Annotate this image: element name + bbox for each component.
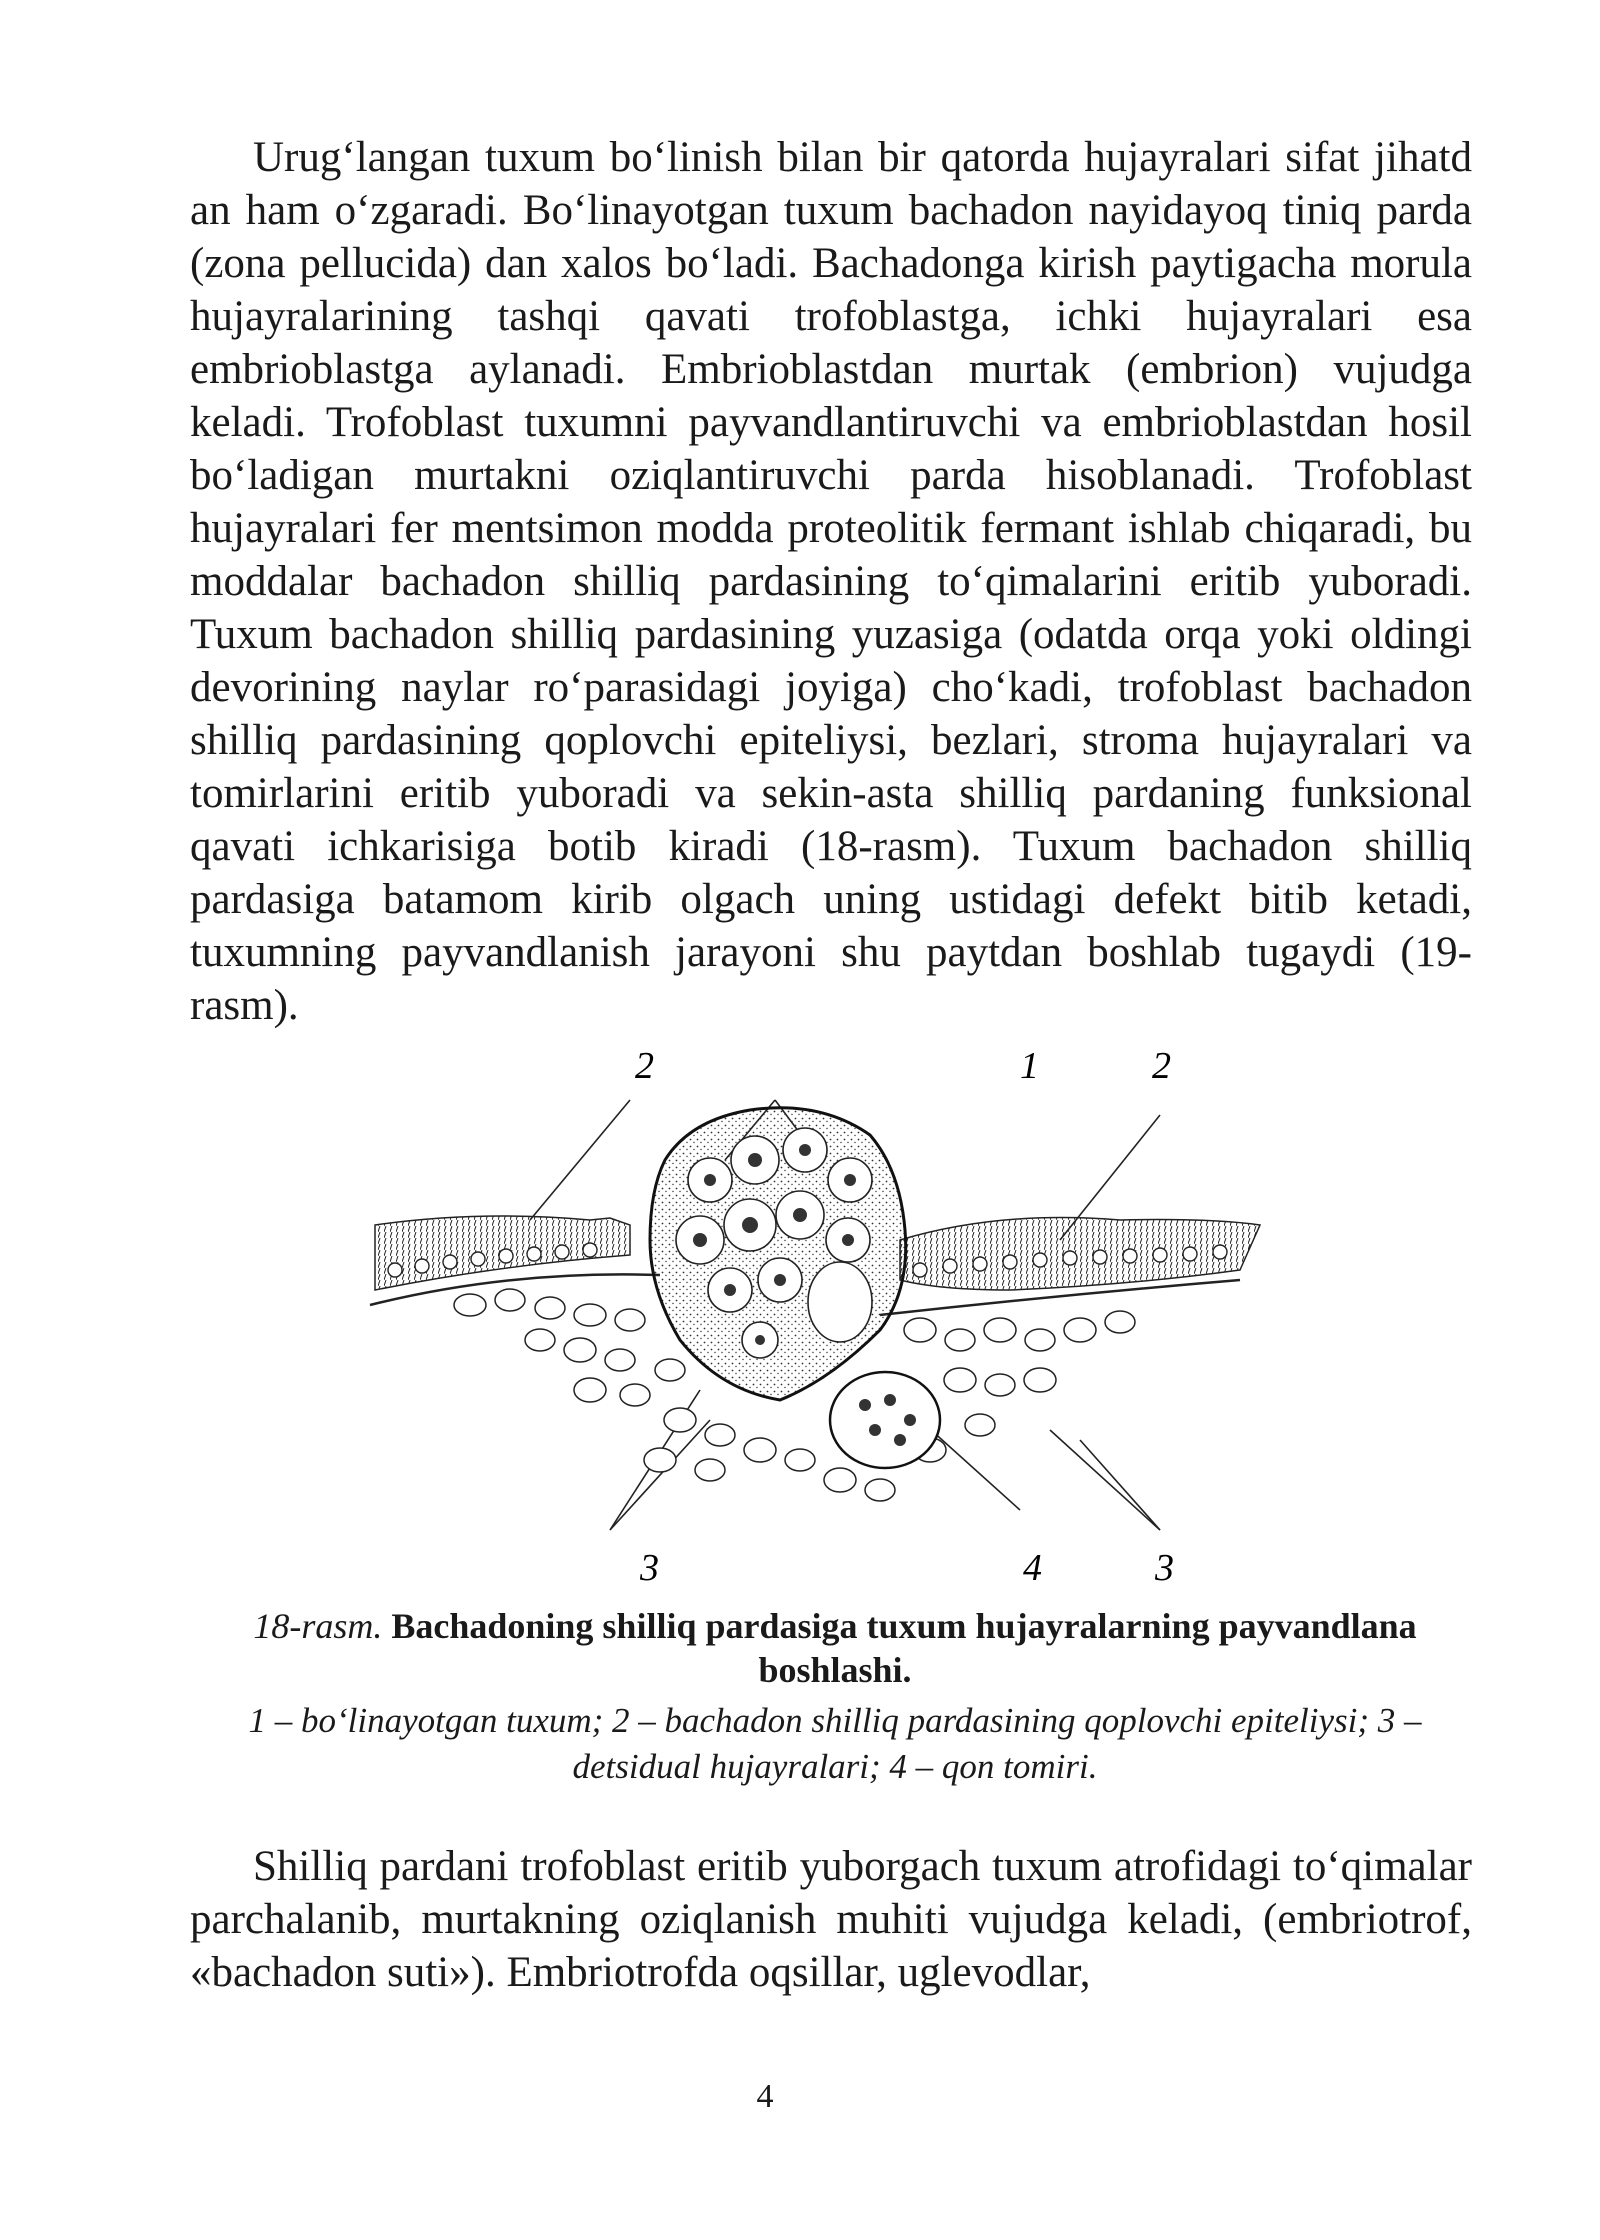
figure-legend: 1 – bo‘linayotgan tuxum; 2 – bachadon shilliq pardasining qoplovchi epiteliysi; 3 – detsidual hujayralari; 4 – qon tomiri.: [248, 1701, 1422, 1786]
figure-label-2-right: 2: [1152, 1045, 1171, 1087]
caption-heading: [200, 1604, 1470, 1692]
figure-number: 18-rasm.: [253, 1606, 383, 1646]
figure-label-1: 1: [1020, 1045, 1039, 1087]
page-number: 4: [756, 2078, 774, 2115]
body-text-bottom: [190, 1840, 1472, 1999]
figure-label-3-right: 3: [1155, 1547, 1174, 1589]
embryo-implantation-illustration: [360, 1040, 1280, 1600]
body-text-top: [190, 131, 1472, 1032]
blood-vessel: [830, 1372, 940, 1468]
paragraph: Shilliq pardani trofoblast eritib yuborgach tuxum atrofidagi to‘qimalar parchalanib, murtakning oziqlanish muhiti vujudga keladi, (embriotrof, «bachadon suti»). Embriotrofda oqsillar, uglevodlar,: [190, 1843, 1472, 1996]
paragraph: Urug‘langan tuxum bo‘linish bilan bir qatorda hujayralari sifat jihatd an ham o‘zgaradi. Bo‘linayotgan tuxum bachadon nayidayoq tiniq parda (zona pellucida) dan xalos bo‘ladi. Bachadonga kirish paytigacha morula hujayralarining tashqi qavati trofoblastga, ichki hujayralari esa embrioblastga aylanadi. Embrioblastdan murtak (embrion) vujudga keladi. Trofoblast tuxumni payvandlantiruvchi va embrioblastdan hosil bo‘ladigan murtakni oziqlantiruvchi parda hisoblanadi. Trofoblast hujayralari fer mentsimon modda proteolitik fermant ishlab chiqaradi, bu moddalar bachadon shilliq pardasining to‘qimalarini eritib yuboradi. Tuxum bachadon shilliq pardasining yuzasiga (odatda orqa yoki oldingi devorining naylar ro‘parasidagi joyiga) cho‘kadi, trofoblast bachadon shilliq pardasining qoplovchi epiteliysi, bezlari, stroma hujayralari va tomirlarini eritib yuboradi va sekin-asta shilliq pardaning funksional qavati ichkarisiga botib kiradi (18-rasm). Tuxum bachadon shilliq pardasiga batamom kirib olgach uning ustidagi defekt bitib ketadi, tuxumning payvandlanish jarayoni shu paytdan boshlab tugaydi (19-rasm).: [190, 134, 1472, 1029]
dividing-egg: [650, 1108, 906, 1400]
figure-label-3-left: 3: [640, 1547, 659, 1589]
figure-label-4: 4: [1023, 1547, 1042, 1589]
figure-18: [360, 1040, 1280, 1600]
figure-label-2-left: 2: [635, 1045, 654, 1087]
figure-title: Bachadoning shilliq pardasiga tuxum hujayralarning payvandlana boshlashi.: [391, 1606, 1417, 1690]
figure-caption: [200, 1604, 1470, 1790]
